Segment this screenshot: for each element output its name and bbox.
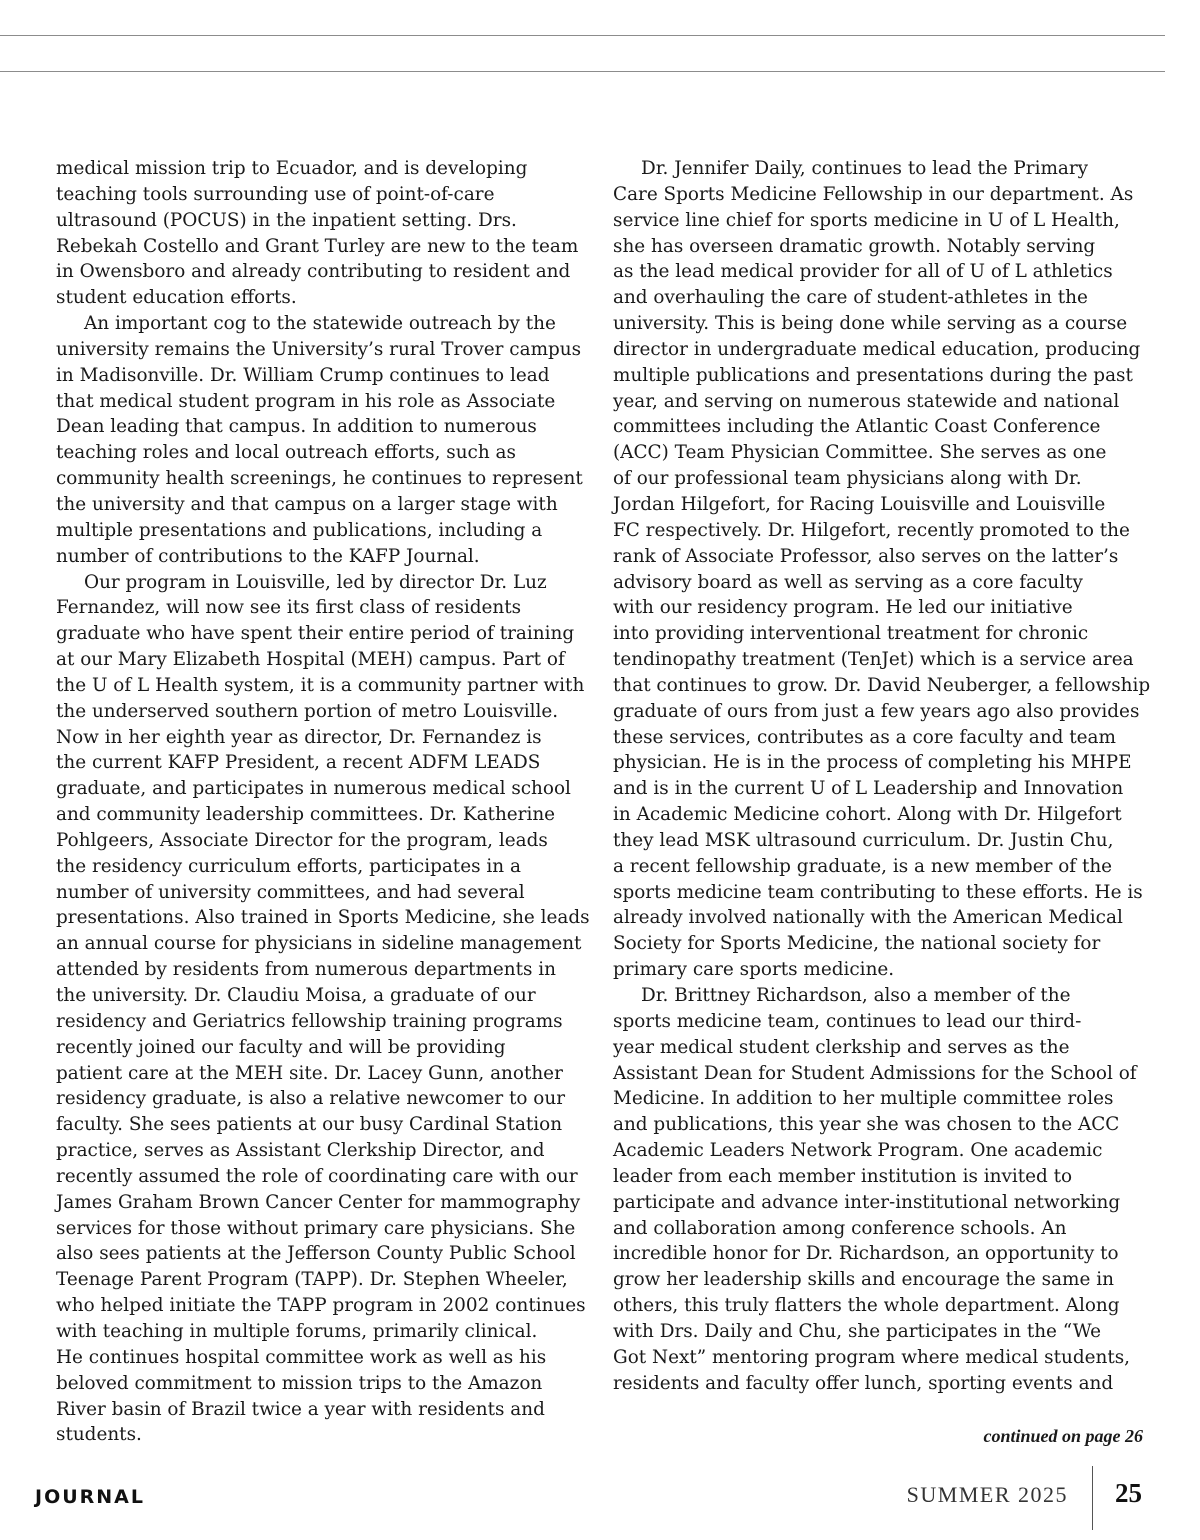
text-line: graduate who have spent their entire period of training (56, 623, 575, 645)
text-line: a recent fellowship graduate, is a new member of the (613, 855, 1113, 877)
text-line: who helped initiate the TAPP program in 2002 continues (56, 1295, 586, 1317)
header-rule-bottom (0, 71, 1165, 72)
text-line: He continues hospital committee work as well as his (56, 1346, 547, 1368)
article-column-right (613, 156, 1153, 1397)
text-line: Now in her eighth year as director, Dr. Fernandez is (56, 726, 542, 748)
text-line: rank of Associate Professor, also serves on the latter’s (613, 545, 1119, 567)
text-line: with Drs. Daily and Chu, she participates in the “We (613, 1320, 1101, 1342)
text-line: these services, contributes as a core faculty and team (613, 726, 1116, 748)
text-line: teaching tools surrounding use of point-of-care (56, 183, 495, 205)
text-line: year medical student clerkship and serves as the (613, 1036, 1070, 1058)
text-line: she has overseen dramatic growth. Notably serving (613, 235, 1096, 257)
text-line: Society for Sports Medicine, the national society for (613, 933, 1101, 955)
text-line: university remains the University’s rural Trover campus (56, 338, 582, 360)
text-line: in Owensboro and already contributing to resident and (56, 261, 571, 283)
text-line: services for those without primary care physicians. She (56, 1217, 576, 1239)
text-line: An important cog to the statewide outreach by the (84, 313, 556, 335)
text-line: James Graham Brown Cancer Center for mammography (56, 1191, 581, 1213)
text-line: in Academic Medicine cohort. Along with Dr. Hilgefort (613, 804, 1122, 826)
text-line: leader from each member institution is invited to (613, 1165, 1073, 1187)
text-line: at our Mary Elizabeth Hospital (MEH) campus. Part of (56, 649, 565, 671)
text-line: River basin of Brazil twice a year with residents and (56, 1398, 545, 1420)
text-line: community health screenings, he continues to represent (56, 468, 583, 490)
footer-publication-name: JOURNAL (35, 1486, 145, 1508)
text-line: with teaching in multiple forums, primarily clinical. (56, 1320, 538, 1342)
footer-divider (1092, 1466, 1093, 1530)
text-line: primary care sports medicine. (613, 959, 895, 981)
text-line: and publications, this year she was chosen to the ACC (613, 1114, 1120, 1136)
text-line: the current KAFP President, a recent ADFM LEADS (56, 752, 541, 774)
text-line: of our professional team physicians along with Dr. (613, 468, 1082, 490)
text-line: FC respectively. Dr. Hilgefort, recently promoted to the (613, 519, 1130, 541)
text-line: student education efforts. (56, 287, 297, 309)
text-line: graduate, and participates in numerous medical school (56, 778, 571, 800)
text-line: Dr. Brittney Richardson, also a member of the (641, 985, 1071, 1006)
text-line: Academic Leaders Network Program. One academic (613, 1140, 1103, 1162)
text-line: recently assumed the role of coordinating care with our (56, 1165, 578, 1187)
text-line: that medical student program in his role as Associate (56, 390, 556, 412)
text-line: Teenage Parent Program (TAPP). Dr. Stephen Wheeler, (56, 1269, 568, 1291)
text-line: service line chief for sports medicine in U of L Health, (613, 209, 1120, 231)
text-line: Dean leading that campus. In addition to numerous (56, 416, 537, 438)
text-line: practice, serves as Assistant Clerkship Director, and (56, 1140, 545, 1162)
text-line: grow her leadership skills and encourage the same in (613, 1269, 1114, 1291)
article-column-left (56, 156, 596, 1448)
text-line: Rebekah Costello and Grant Turley are new to the team (56, 235, 579, 257)
text-line: and is in the current U of L Leadership and Innovation (613, 778, 1124, 800)
text-line: Assistant Dean for Student Admissions for the School of (613, 1062, 1137, 1084)
text-line: Got Next” mentoring program where medical students, (613, 1346, 1131, 1368)
text-line: physician. He is in the process of completing his MHPE (613, 752, 1132, 774)
text-line: medical mission trip to Ecuador, and is developing (56, 158, 528, 179)
footer-issue-date: SUMMER 2025 (906, 1482, 1068, 1507)
text-line: Pohlgeers, Associate Director for the program, leads (56, 829, 548, 851)
text-line: students. (56, 1424, 142, 1446)
text-line: also sees patients at the Jefferson County Public School (56, 1243, 576, 1265)
text-line: the university. Dr. Claudiu Moisa, a graduate of our (56, 985, 536, 1006)
text-line: an annual course for physicians in sideline management (56, 933, 582, 955)
text-line: year, and serving on numerous statewide and national (613, 390, 1120, 412)
text-line: tendinopathy treatment (TenJet) which is a service area (613, 649, 1134, 671)
text-line: presentations. Also trained in Sports Medicine, she leads (56, 907, 590, 929)
text-line: ultrasound (POCUS) in the inpatient setting. Drs. (56, 209, 517, 231)
text-line: Medicine. In addition to her multiple committee roles (613, 1088, 1114, 1110)
text-line: patient care at the MEH site. Dr. Lacey Gunn, another (56, 1062, 563, 1084)
text-line: and community leadership committees. Dr. Katherine (56, 804, 556, 826)
text-line: the residency curriculum efforts, participates in a (56, 855, 521, 877)
text-line: advisory board as well as serving as a core faculty (613, 571, 1083, 593)
text-line: into providing interventional treatment for chronic (613, 623, 1089, 645)
text-line: they lead MSK ultrasound curriculum. Dr. Justin Chu, (613, 829, 1114, 851)
text-line: incredible honor for Dr. Richardson, an opportunity to (613, 1243, 1119, 1265)
text-line: beloved commitment to mission trips to the Amazon (56, 1372, 543, 1394)
page-number: 25 (1115, 1478, 1142, 1508)
text-line: participate and advance inter-institutional networking (613, 1191, 1121, 1213)
text-line: number of contributions to the KAFP Journal. (56, 545, 480, 567)
text-line: the university and that campus on a larger stage with (56, 493, 558, 515)
text-line: and overhauling the care of student-athletes in the (613, 287, 1088, 309)
text-line: Our program in Louisville, led by director Dr. Luz (84, 571, 547, 593)
text-line: sports medicine team contributing to these efforts. He is (613, 881, 1143, 903)
text-line: and collaboration among conference schools. An (613, 1217, 1067, 1239)
header-rule-top (0, 35, 1165, 36)
text-line: others, this truly flatters the whole department. Along (613, 1295, 1120, 1317)
text-line: already involved nationally with the American Medical (613, 907, 1123, 929)
text-line: residency graduate, is also a relative newcomer to our (56, 1088, 566, 1110)
text-line: residency and Geriatrics fellowship training programs (56, 1010, 563, 1032)
text-line: with our residency program. He led our initiative (613, 597, 1073, 619)
text-line: director in undergraduate medical education, producing (613, 338, 1141, 360)
text-line: that continues to grow. Dr. David Neuberger, a fellowship (613, 674, 1151, 696)
text-line: university. This is being done while serving as a course (613, 313, 1128, 335)
text-line: recently joined our faculty and will be providing (56, 1036, 506, 1058)
text-line: Care Sports Medicine Fellowship in our department. As (613, 183, 1134, 205)
continued-note: continued on page 26 (983, 1426, 1143, 1446)
text-line: attended by residents from numerous departments in (56, 959, 557, 981)
text-line: residents and faculty offer lunch, sporting events and (613, 1372, 1114, 1394)
text-line: teaching roles and local outreach efforts, such as (56, 442, 516, 464)
text-line: graduate of ours from just a few years ago also provides (613, 700, 1140, 722)
text-line: number of university committees, and had several (56, 881, 525, 903)
text-line: the U of L Health system, it is a community partner with (56, 674, 585, 696)
text-line: (ACC) Team Physician Committee. She serves as one (613, 442, 1107, 464)
text-line: the underserved southern portion of metro Louisville. (56, 700, 559, 722)
text-line: Fernandez, will now see its first class of residents (56, 597, 522, 619)
text-line: in Madisonville. Dr. William Crump continues to lead (56, 364, 550, 386)
text-line: faculty. She sees patients at our busy Cardinal Station (56, 1114, 563, 1136)
text-line: multiple presentations and publications, including a (56, 519, 543, 541)
text-line: Jordan Hilgefort, for Racing Louisville and Louisville (613, 493, 1106, 515)
text-line: sports medicine team, continues to lead our third- (613, 1010, 1082, 1032)
text-line: multiple publications and presentations during the past (613, 364, 1133, 386)
text-line: committees including the Atlantic Coast Conference (613, 416, 1101, 438)
text-line: as the lead medical provider for all of U of L athletics (613, 261, 1113, 283)
text-line: Dr. Jennifer Daily, continues to lead the Primary (641, 158, 1089, 179)
